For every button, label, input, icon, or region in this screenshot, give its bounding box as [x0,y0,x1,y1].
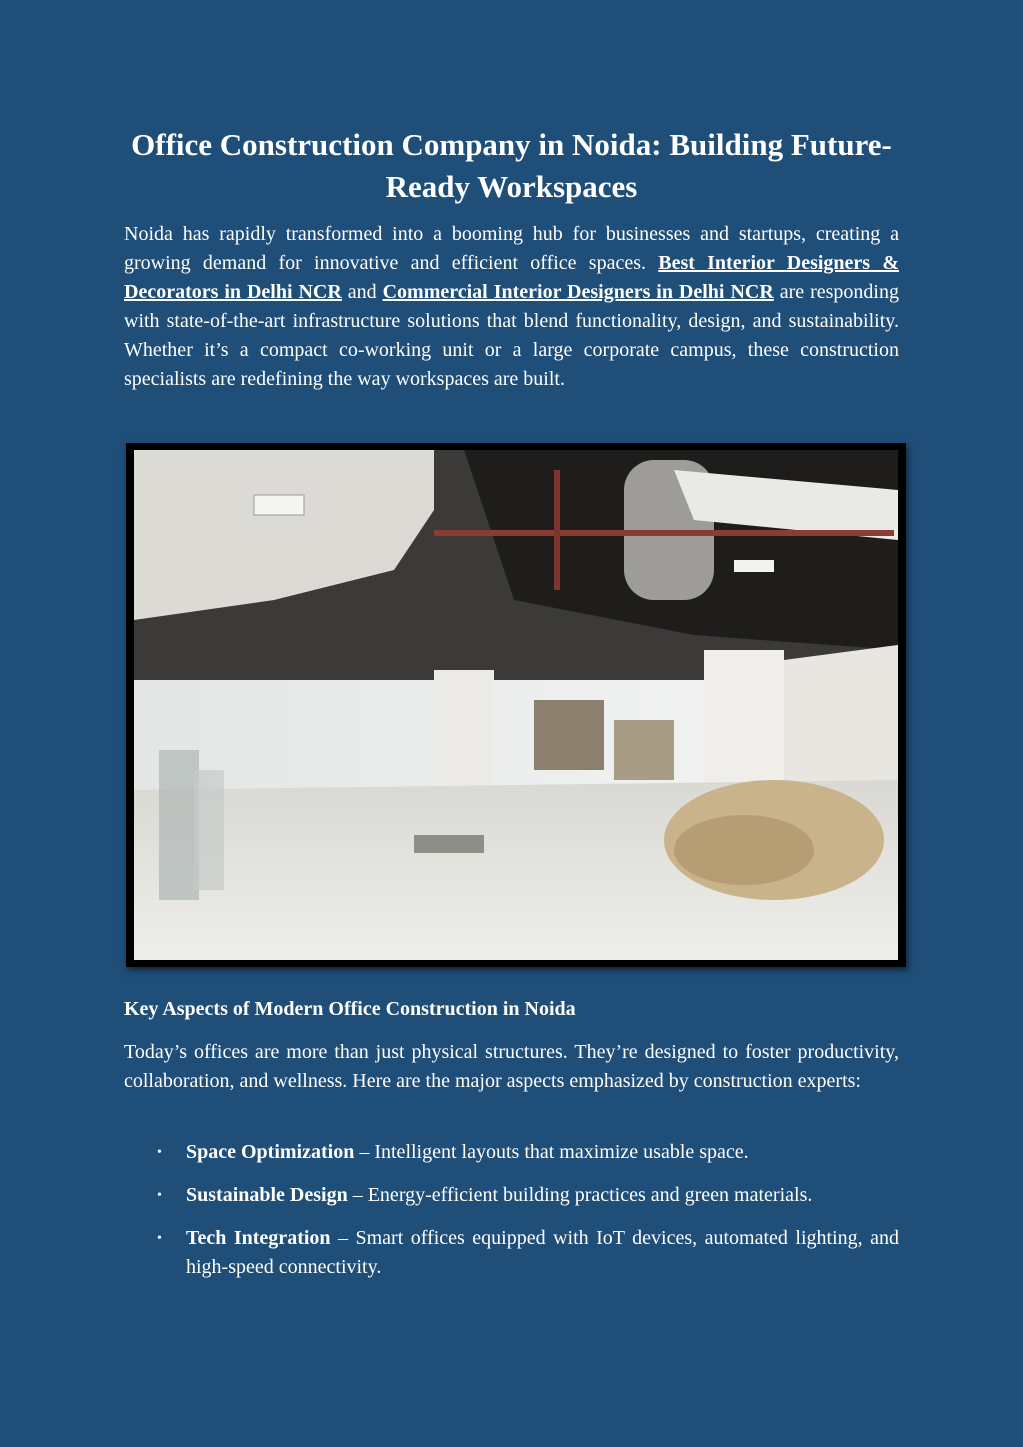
office-construction-photo [126,443,906,967]
section-intro-paragraph: Today’s offices are more than just physical structures. They’re designed to foster productivity, collaboration, and wellness. Here are the major aspects emphasized by construction experts: [124,1041,899,1092]
list-item-description: – Energy-efficient building practices and green materials. [347,1184,813,1206]
bullet-icon: • [157,1231,162,1246]
list-item-description: – Intelligent layouts that maximize usable space. [354,1141,749,1163]
bullet-icon: • [157,1188,162,1203]
section-heading: Key Aspects of Modern Office Construction in Noida [124,998,576,1020]
intro-text-1: Noida has rapidly transformed into a booming hub for businesses and startups, creating a growing demand for innovative and efficient office spaces. [124,223,899,274]
list-item [124,1181,899,1210]
list-item-term: Space Optimization [186,1141,355,1163]
intro-text-3: are responding with state-of-the-art infrastructure solutions that blend functionality, design, and sustainability. Whether it’s a compact co-working unit or a large corporate campus, these construction specialists are redefining the way workspaces are built. [124,281,899,390]
bullet-icon: • [157,1145,162,1160]
intro-paragraph [124,220,899,394]
link-commercial-interior-designers[interactable]: Commercial Interior Designers in Delhi NCR [382,281,774,303]
list-item [124,1224,899,1282]
list-item-term: Sustainable Design [186,1184,348,1206]
list-item-term: Tech Integration [186,1227,331,1249]
intro-text-2: and [341,281,383,303]
list-item-description: – Smart offices equipped with IoT devices, automated lighting, and high-speed connectivity. [186,1227,899,1278]
link-best-interior-designers[interactable]: Best Interior Designers & Decorators in Delhi NCR [124,252,899,303]
page-title: Office Construction Company in Noida: Building Future-Ready Workspaces [131,127,892,204]
aspects-list [124,1138,899,1296]
list-item [124,1138,899,1167]
office-construction-image [134,450,898,960]
